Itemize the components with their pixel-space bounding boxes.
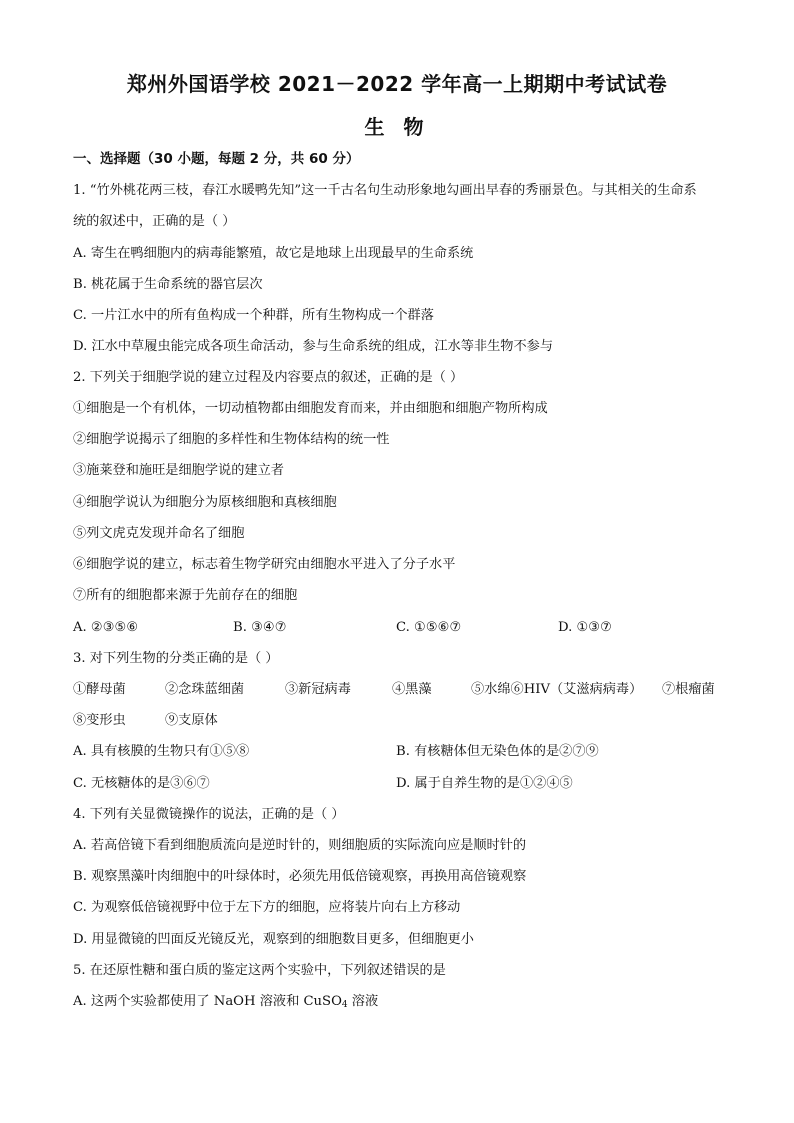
q3-organism-5: ⑤水绵⑥HIV（艾滋病病毒） [471, 682, 643, 697]
q3-organism-7: ⑦根瘤菌 [662, 682, 715, 697]
q3-option-a: A. 具有核膜的生物只有①⑤⑧ [73, 744, 250, 759]
q2-item-5: ⑤列文虎克发现并命名了细胞 [73, 526, 245, 541]
q1-option-a: A. 寄生在鸭细胞内的病毒能繁殖，故它是地球上出现最早的生命系统 [73, 246, 474, 261]
q2-option-c: C. ①⑤⑥⑦ [396, 620, 462, 635]
q2-item-2: ②细胞学说揭示了细胞的多样性和生物体结构的统一性 [73, 432, 390, 447]
q5-option-a-subscript: 4 [341, 1000, 348, 1010]
subject-title: 生 物 [364, 115, 430, 139]
q4-option-d: D. 用显微镜的凹面反光镜反光，观察到的细胞数目更多，但细胞更小 [73, 932, 474, 947]
q2-item-7: ⑦所有的细胞都来源于先前存在的细胞 [73, 588, 298, 603]
q3-organism-9: ⑨支原体 [165, 713, 218, 728]
q1-option-b: B. 桃花属于生命系统的器官层次 [73, 277, 263, 292]
q5-option-a-text: A. 这两个实验都使用了 NaOH 溶液和 CuSO [73, 994, 342, 1009]
q3-organism-4: ④黑藻 [392, 682, 432, 697]
q3-option-d: D. 属于自养生物的是①②④⑤ [396, 776, 573, 791]
q2-item-3: ③施莱登和施旺是细胞学说的建立者 [73, 463, 284, 478]
q1-stem-line1: 1. “竹外桃花两三枝，春江水暖鸭先知”这一千古名句生动形象地勾画出早春的秀丽景色。与其相关的生命系 [73, 183, 697, 198]
q2-stem: 2. 下列关于细胞学说的建立过程及内容要点的叙述，正确的是（ ） [73, 370, 464, 385]
q1-option-c: C. 一片江水中的所有鱼构成一个种群，所有生物构成一个群落 [73, 308, 434, 323]
q3-organism-2: ②念珠蓝细菌 [165, 682, 245, 697]
q2-option-b: B. ③④⑦ [233, 620, 287, 635]
q4-option-a: A. 若高倍镜下看到细胞质流向是逆时针的，则细胞质的实际流向应是顺时针的 [73, 838, 527, 853]
q2-option-a: A. ②③⑤⑥ [73, 620, 139, 635]
q1-option-d: D. 江水中草履虫能完成各项生命活动，参与生命系统的组成，江水等非生物不参与 [73, 339, 554, 354]
q3-stem: 3. 对下列生物的分类正确的是（ ） [73, 651, 279, 666]
q2-item-1: ①细胞是一个有机体，一切动植物都由细胞发育而来，并由细胞和细胞产物所构成 [73, 401, 548, 416]
q5-option-a-suffix: 溶液 [347, 994, 379, 1009]
q5-stem: 5. 在还原性糖和蛋白质的鉴定这两个实验中，下列叙述错误的是 [73, 963, 446, 978]
q4-option-c: C. 为观察低倍镜视野中位于左下方的细胞，应将装片向右上方移动 [73, 900, 461, 915]
exam-title: 郑州外国语学校 2021－2022 学年高一上期期中考试试卷 [126, 72, 668, 96]
q2-item-4: ④细胞学说认为细胞分为原核细胞和真核细胞 [73, 495, 337, 510]
q2-option-d: D. ①③⑦ [558, 620, 612, 635]
q2-item-6: ⑥细胞学说的建立，标志着生物学研究由细胞水平进入了分子水平 [73, 557, 456, 572]
q4-stem: 4. 下列有关显微镜操作的说法，正确的是（ ） [73, 807, 345, 822]
q4-option-b: B. 观察黑藻叶肉细胞中的叶绿体时，必须先用低倍镜观察，再换用高倍镜观察 [73, 869, 527, 884]
q5-option-a [73, 993, 378, 1014]
q1-stem-line2: 统的叙述中，正确的是（ ） [73, 214, 236, 229]
q3-option-c: C. 无核糖体的是③⑥⑦ [73, 776, 210, 791]
section-heading: 一、选择题（30 小题，每题 2 分，共 60 分） [73, 151, 360, 167]
q3-organism-8: ⑧变形虫 [73, 713, 126, 728]
q3-organism-3: ③新冠病毒 [285, 682, 351, 697]
q3-option-b: B. 有核糖体但无染色体的是②⑦⑨ [396, 744, 599, 759]
q3-organism-1: ①酵母菌 [73, 682, 126, 697]
